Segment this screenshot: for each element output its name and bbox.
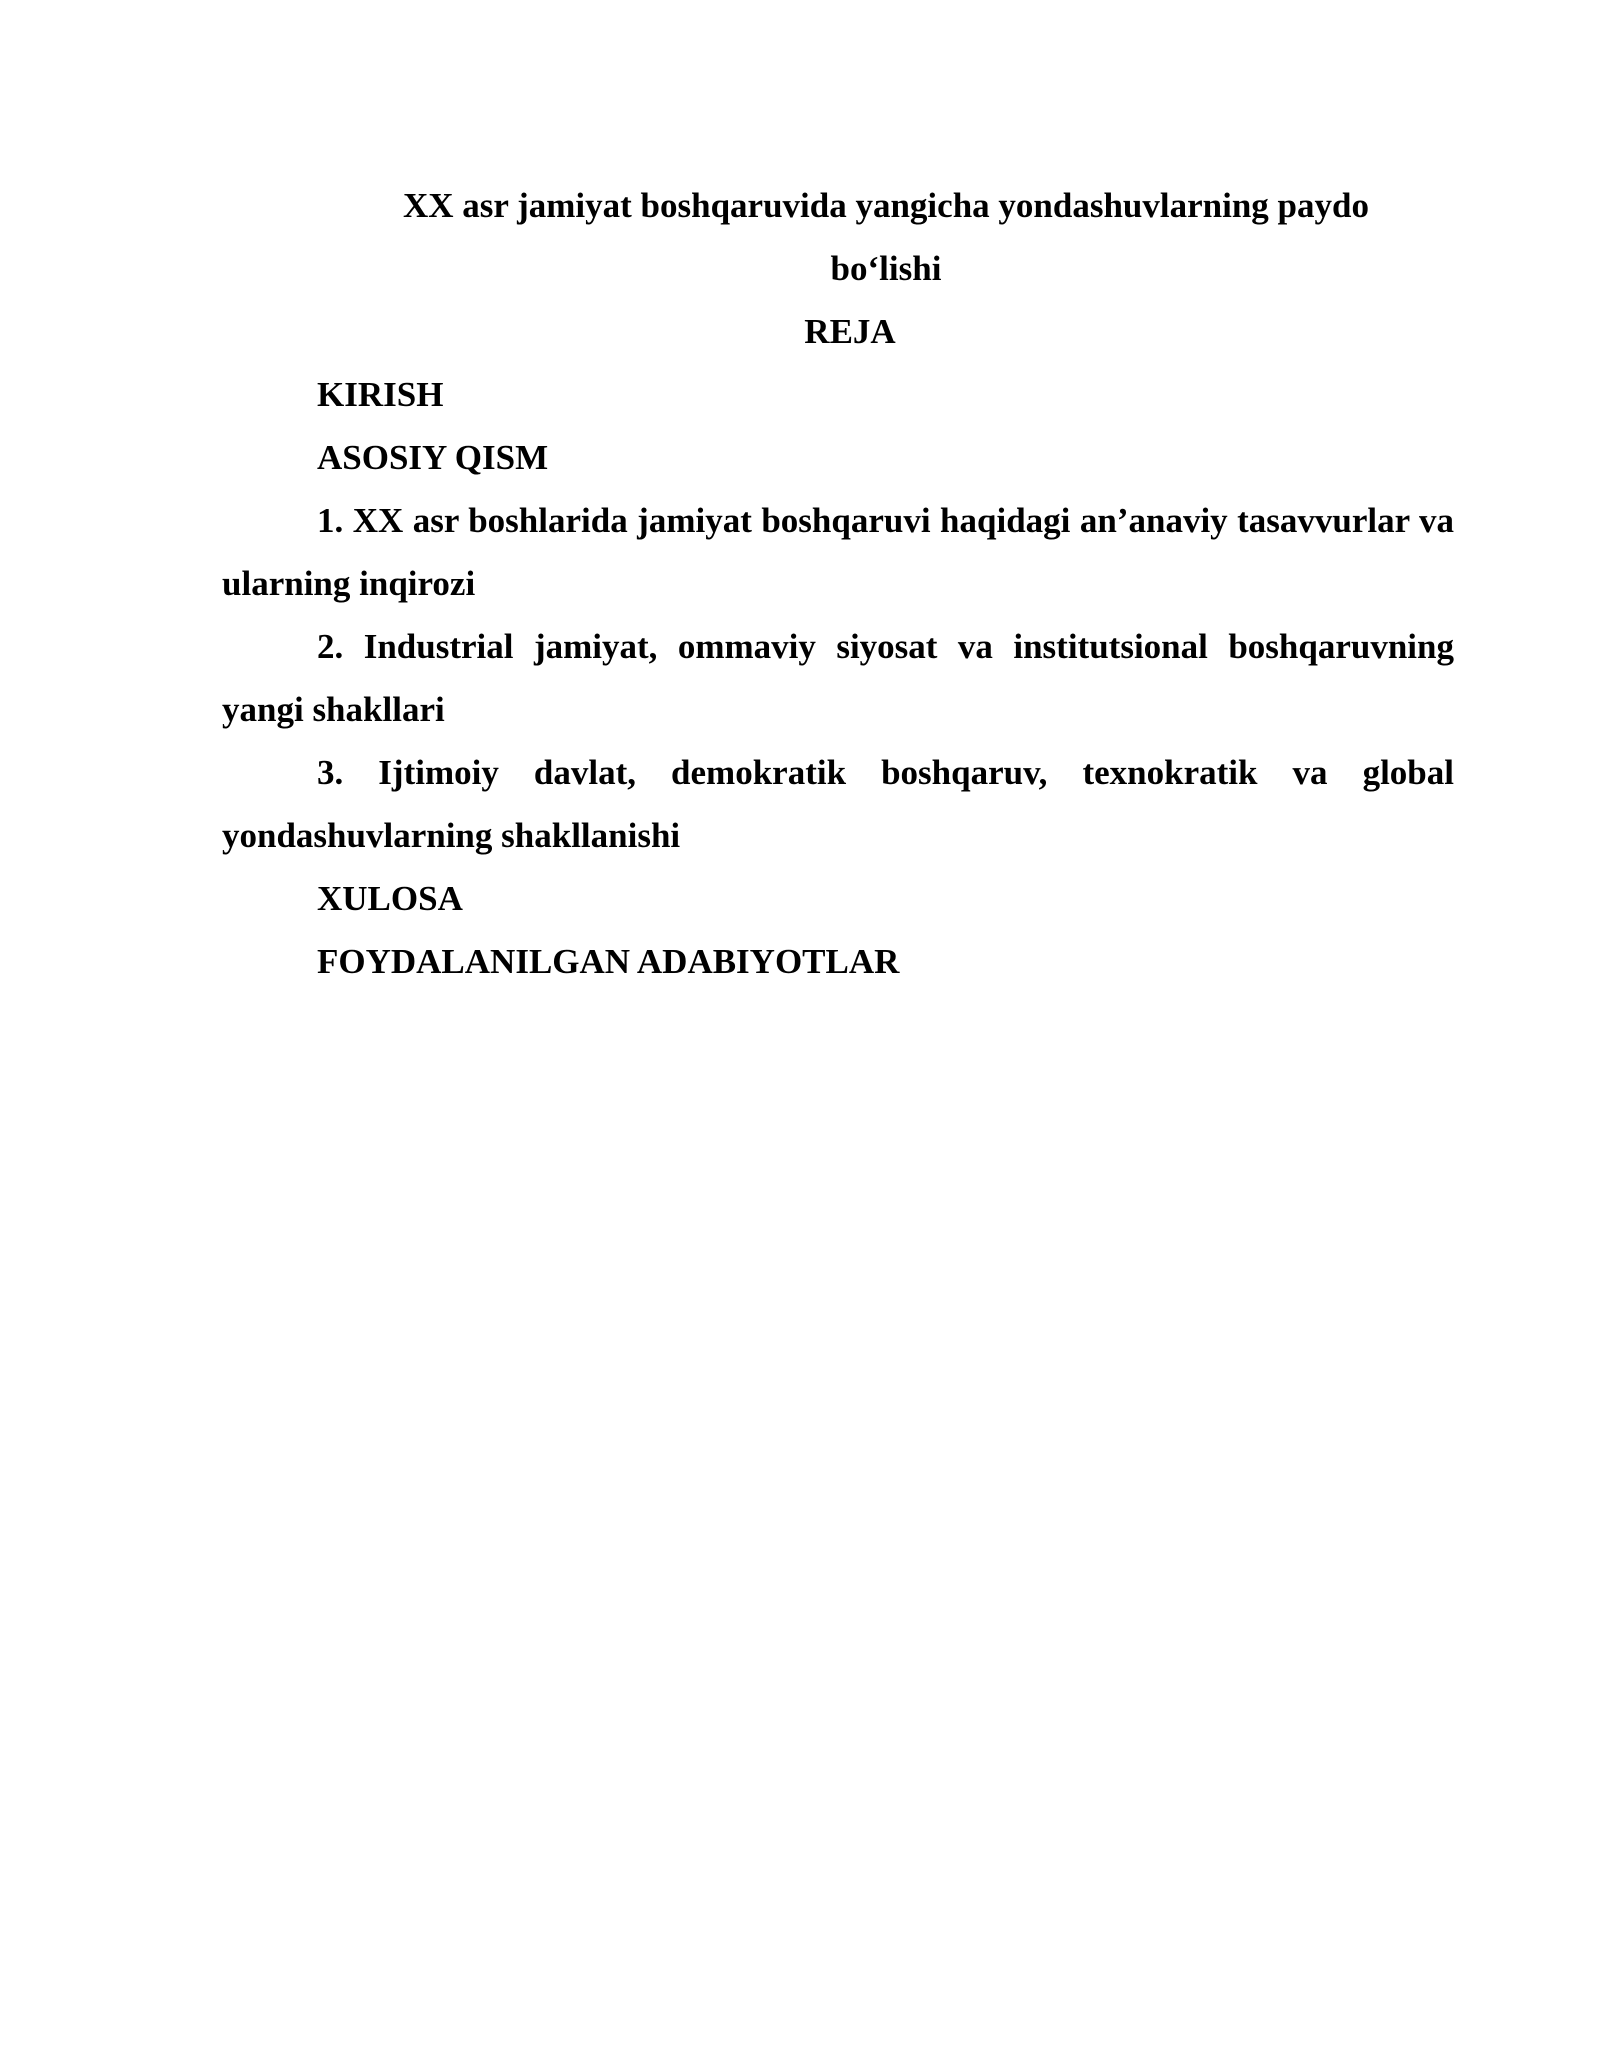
document-content bbox=[222, 174, 1454, 993]
plan-item-2: 2. Industrial jamiyat, ommaviy siyosat va institutsional boshqaruvning yangi shakllari bbox=[222, 627, 1454, 729]
plan-item-3: 3. Ijtimoiy davlat, demokratik boshqaruv, texnokratik va global yondashuvlarning shakllanishi bbox=[222, 753, 1454, 855]
plan-item-1: 1. XX asr boshlarida jamiyat boshqaruvi haqidagi an’anaviy tasavvurlar va ularning inqirozi bbox=[222, 501, 1454, 603]
intro-heading: KIRISH bbox=[317, 375, 444, 414]
title-line-1: XX asr jamiyat boshqaruvida yangicha yondashuvlarning paydo bbox=[403, 186, 1369, 225]
plan-heading: REJA bbox=[804, 312, 896, 351]
main-part-heading: ASOSIY QISM bbox=[317, 438, 549, 477]
document-title bbox=[222, 174, 1454, 300]
title-line-2: bo‘lishi bbox=[830, 249, 942, 288]
conclusion-heading: XULOSA bbox=[317, 879, 463, 918]
references-heading: FOYDALANILGAN ADABIYOTLAR bbox=[317, 942, 900, 981]
